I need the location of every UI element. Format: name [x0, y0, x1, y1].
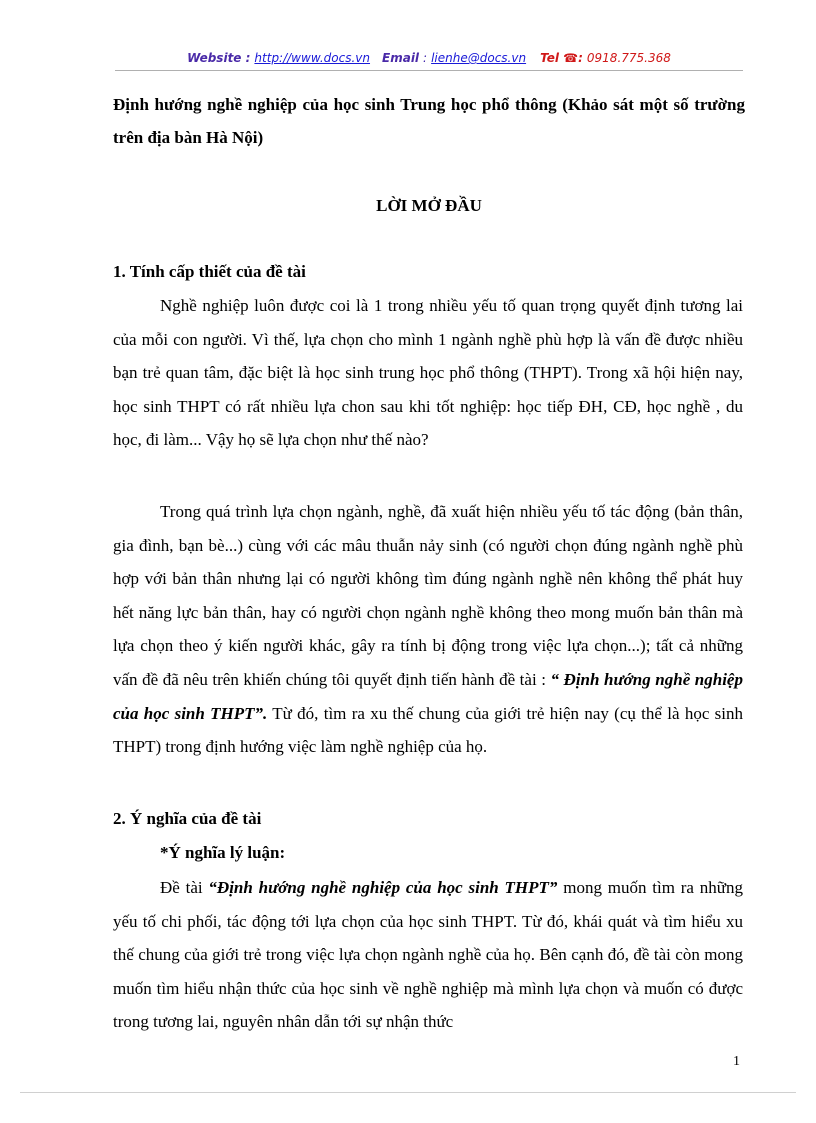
paragraph-3-emphasis: “Định hướng nghề nghiệp của học sinh THPT” [208, 878, 558, 897]
paragraph-2-text-b: Từ đó, tìm ra xu thế chung của giới trẻ hiện nay (cụ thể là học sinh THPT) trong định hướng việc làm nghề nghiệp của họ. [113, 703, 743, 757]
header-divider [115, 70, 743, 71]
paragraph-3-text-a: Đề tài [160, 878, 209, 897]
email-label: Email [382, 51, 420, 65]
subsection-heading: *Ý nghĩa lý luận: [160, 843, 286, 862]
phone-number: 0918.775.368 [586, 51, 671, 65]
paragraph-2-text-a: Trong quá trình lựa chọn ngành, nghề, đã xuất hiện nhiều yếu tố tác động (bản thân, gia đình, bạn bè...) cùng với các mâu thuẫn nảy sinh (có người chọn đúng ngành nghề phù hợp với bản thân nhưng lại có người không tìm đúng ngành nghề nên không thể phát huy hết năng lực bản thân, hay có người chọn ngành nghề không theo mong muốn bản thân mà lựa chọn theo ý kiến người khác, gây ra tính bị động trong việc lựa chọn...); tất cả những vấn đề đã nêu trên khiến chúng tôi quyết định tiến hành đề tài : [113, 502, 743, 689]
section-2-heading: 2. Ý nghĩa của đề tài [113, 809, 262, 828]
paragraph-1: Nghề nghiệp luôn được coi là 1 trong nhiều yếu tố quan trọng quyết định tương lai của mỗi con người. Vì thế, lựa chọn cho mình 1 ngành nghề phù hợp là vấn đề được nhiều bạn trẻ quan tâm, đặc biệt là học sinh trung học phổ thông (THPT). Trong xã hội hiện nay, học sinh THPT có rất nhiều lựa chon sau khi tốt nghiệp: học tiếp ĐH, CĐ, học nghề , du học, đi làm... Vậy họ sẽ lựa chọn như thế nào? [113, 296, 743, 450]
website-link[interactable]: http://www.docs.vn [254, 51, 371, 65]
tel-label: Tel ☎: [540, 51, 583, 65]
document-title: Định hướng nghề nghiệp của học sinh Trung học phổ thông (Khảo sát một số trường trên địa bàn Hà Nội) [113, 95, 745, 147]
paragraph-2 [113, 495, 743, 764]
website-label: Website : [187, 51, 251, 65]
paragraph-3 [113, 871, 743, 1039]
page-header [115, 51, 743, 65]
footer-divider [20, 1092, 796, 1093]
intro-heading: LỜI MỞ ĐẦU [376, 196, 482, 215]
email-separator: : [423, 51, 428, 65]
email-link[interactable]: lienhe@docs.vn [431, 51, 527, 65]
section-1-heading: 1. Tính cấp thiết của đề tài [113, 262, 306, 281]
paragraph-3-text-b: mong muốn tìm ra những yếu tố chi phối, tác động tới lựa chọn của học sinh THPT. Từ đó, khái quát và tìm hiểu xu thế chung của giới trẻ trong việc lựa chọn ngành nghề của họ. Bên cạnh đó, đề tài còn mong muốn tìm hiểu nhận thức của học sinh về nghề nghiệp mà mình lựa chọn và muốn có được trong tương lai, nguyên nhân dẫn tới sự nhận thức [113, 878, 743, 1032]
page-number: 1 [733, 1054, 740, 1069]
paragraph-2-emphasis: “ Định hướng nghề nghiệp của học sinh THPT”. [113, 669, 743, 723]
